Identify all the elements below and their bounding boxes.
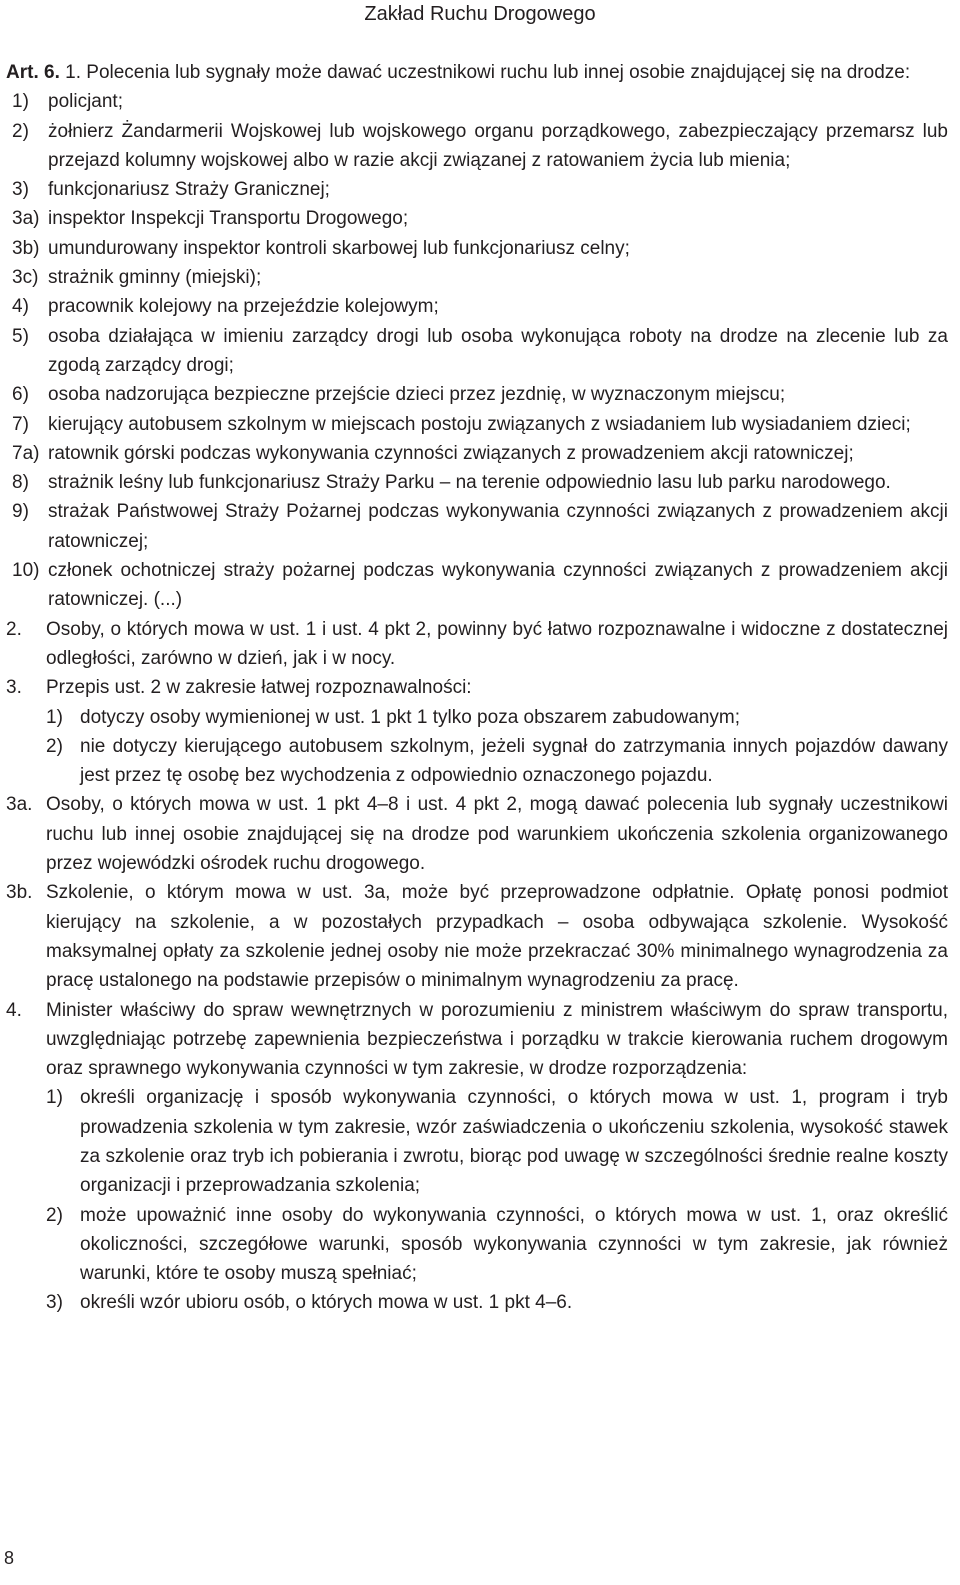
section-3a: 3a. Osoby, o których mowa w ust. 1 pkt 4–8 i ust. 4 pkt 2, mogą dawać polecenia lub sygnały uczestnikowi ruchu lub innej osobie znajdującej się na drodze pod warunkiem ukończenia szkolenia organizowanego przez wojewódzki ośrodek ruchu drogowego. (6, 794, 948, 875)
list-item: 7) kierujący autobusem szkolnym w miejscach postoju związanych z wsiadaniem lub wysiadaniem dzieci; (12, 413, 911, 435)
section-1-list (6, 87, 948, 614)
article-label: Art. 6. (6, 62, 60, 83)
list-item: 10) członek ochotniczej straży pożarnej podczas wykonywania czynności związanych z prowadzeniem akcji ratowniczej. (...) (12, 560, 948, 611)
list-item: 8) strażnik leśny lub funkcjonariusz Straży Parku – na terenie odpowiednio lasu lub parku narodowego. (12, 472, 891, 494)
list-item: 3b) umundurowany inspektor kontroli skarbowej lub funkcjonariusz celny; (12, 237, 630, 259)
list-item: 4) pracownik kolejowy na przejeździe kolejowym; (12, 296, 439, 318)
section-number: 1. (65, 62, 81, 83)
list-item: 3) określi wzór ubioru osób, o których mowa w ust. 1 pkt 4–6. (46, 1292, 573, 1314)
list-item: 5) osoba działająca w imieniu zarządcy drogi lub osoba wykonująca roboty na drodze na zlecenie lub za zgodą zarządcy drogi; (12, 325, 948, 376)
list-item: 7a) ratownik górski podczas wykonywania czynności związanych z prowadzeniem akcji ratowniczej; (12, 442, 854, 464)
page-number: 8 (4, 1548, 15, 1568)
article-intro (6, 58, 948, 87)
list-item: 1) policjant; (12, 91, 123, 113)
list-item: 9) strażak Państwowej Straży Pożarnej podczas wykonywania czynności związanych z prowadzeniem akcji ratowniczej; (12, 501, 948, 552)
list-item: 3) funkcjonariusz Straży Granicznej; (12, 179, 330, 201)
section-1-intro: Polecenia lub sygnały może dawać uczestnikowi ruchu lub innej osobie znajdującej się na drodze: (86, 62, 911, 83)
section-3: 3. Przepis ust. 2 w zakresie łatwej rozpoznawalności: (6, 677, 472, 699)
running-header: Zakład Ruchu Drogowego (364, 3, 596, 25)
list-item: 2) może upoważnić inne osoby do wykonywania czynności, o których mowa w ust. 1, oraz określić okoliczności, szczegółowe warunki, sposób wykonywania czynności w tym zakresie, jak również warunki, które te osoby muszą spełniać; (46, 1204, 948, 1285)
section-4: 4. Minister właściwy do spraw wewnętrznych w porozumieniu z ministrem właściwym do spraw transportu, uwzględniając potrzebę zapewnienia bezpieczeństwa i porządku w trakcie kierowania ruchem drogowym oraz sprawnego wykonywania czynności w tym zakresie, w drodze rozporządzenia: (6, 999, 948, 1080)
section-3b: 3b. Szkolenie, o którym mowa w ust. 3a, może być przeprowadzone odpłatnie. Opłatę ponosi podmiot kierujący na szkolenie, a w pozostałych przypadkach – osoba odbywająca szkolenie. Wysokość maksymalnej opłaty za szkolenie jednej osoby nie może przekraczać 30% minimalnego wynagrodzenia za pracę ustalonego na podstawie przepisów o minimalnym wynagrodzeniu za pracę. (6, 882, 948, 992)
list-item: 2) nie dotyczy kierującego autobusem szkolnym, jeżeli sygnał do zatrzymania innych pojazdów dawany jest przez tę osobę bez wychodzenia z odpowiednio oznaczonego pojazdu. (46, 735, 948, 787)
list-item: 3a) inspektor Inspekcji Transportu Drogowego; (12, 208, 409, 230)
section-2: 2. Osoby, o których mowa w ust. 1 i ust. 4 pkt 2, powinny być łatwo rozpoznawalne i widoczne z dostatecznej odległości, zarówno w dzień, jak i w nocy. (6, 618, 948, 669)
list-item: 1) określi organizację i sposób wykonywania czynności, o których mowa w ust. 1, program i tryb prowadzenia szkolenia w tym zakresie, wzór zaświadczenia o ukończeniu szkolenia, wysokość stawek za szkolenie oraz tryb ich pobierania i zwrotu, biorąc pod uwagę w szczególności średnie realne koszty organizacji i przeprowadzania szkolenia; (46, 1087, 948, 1197)
article-body (6, 58, 948, 1318)
list-item: 3c) strażnik gminny (miejski); (12, 267, 262, 289)
list-item: 2) żołnierz Żandarmerii Wojskowej lub wojskowego organu porządkowego, zabezpieczający przemarsz lub przejazd kolumny wojskowej albo w razie akcji związanej z ratowaniem życia lub mienia; (12, 120, 948, 171)
list-item: 6) osoba nadzorująca bezpieczne przejście dzieci przez jezdnię, w wyznaczonym miejscu; (12, 384, 786, 406)
list-item: 1) dotyczy osoby wymienionej w ust. 1 pkt 1 tylko poza obszarem zabudowanym; (46, 706, 741, 728)
